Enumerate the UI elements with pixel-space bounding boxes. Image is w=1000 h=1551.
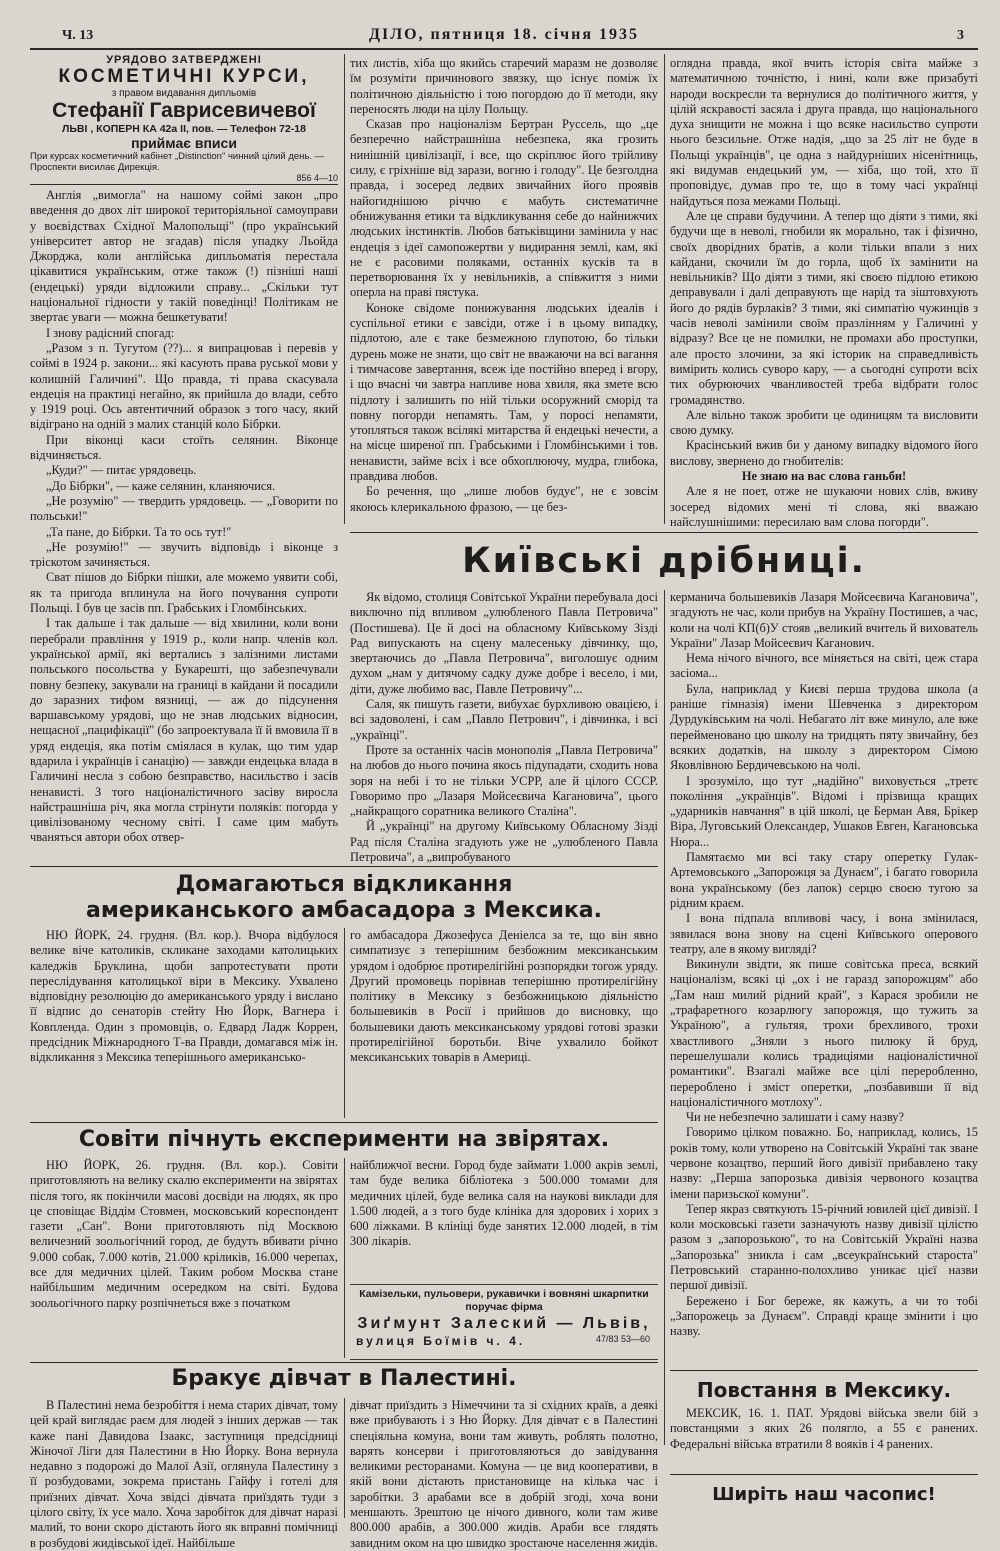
kyiv-headline: Київські дрібниці. xyxy=(462,541,866,581)
col-divider-2 xyxy=(664,54,665,524)
paragraph: Чи не небезпечно залишати і саму назву? xyxy=(686,1110,904,1125)
masthead: ДІЛО, пятниця 18. січня 1935 xyxy=(368,26,640,43)
soviet-text2: найближчої весни. Город буде займати 1.000 акрів землі, там буде велика бібліотека з 500.000 томами для медичних цілей, буде велика саля на наукові виклади для 1.500 людей, а з того буде клініка для здорових і хорих з 600 ліжками. В клініці буде занятих 12.000 людей, в тім 300 лікарів. xyxy=(350,1158,658,1249)
ad-top-rule xyxy=(30,184,338,185)
ad-top-line4: Стефанії Гаврисевичевої xyxy=(52,99,316,122)
col-divider-1 xyxy=(344,54,345,524)
paragraph: Саля, як пишуть газети, вибухає бурхливою овацією, і всі задоволені, і сам „Павло Петрович", і дівчинка, і всі „українці". xyxy=(350,697,658,742)
paragraph: „Разом з п. Тугутом (??)... я випрацював і перевів у соймі в 1924 р. закони... які касують права руської мови у колишній Галичині". Що правда, ті права скасувала ендеція на практиці негайно, як прийшла до влади, себто у 1919 році. Ось автентичний образок з того часу, який відіграно на одній з малих станцій коло Бібрки. xyxy=(30,340,338,432)
paragraph: І так дальше і так дальше — від хвилини, коли вони перебрали правління у 1919 р., коли напр. членів кол. української армії, які вертались з залізними листами польського посольства у Букарешті, що забезпечували повну безпеку, закували на границі в кайдани й посадили до заразних тифом вязниці, — аж до підсунення варшавському урядові, що не знав людських відносин, нещасної „пацифікації" (бо запроектувала її й вмовила її в уряд ендеція, яка потім сміялася в кулак, що тим удар вдарила і українців і санацію) — завжди ендецька влада в Галичині несла з собою безправство, насильство і засів ненависті. З того націоналістичного засіву виросла найстрашніша річ, яка могла стрінути поляків: погорда у цивілізованому чесному світі. І саме цим мабуть чваняться автори обох отвер- xyxy=(30,616,338,845)
col-divider-4 xyxy=(344,928,345,1118)
ad-top-line2: КОСМЕТИЧНІ КУРСИ, xyxy=(58,66,310,87)
ad-top-line5: ЛЬВІ , КОПЕРН КА 42а II, пов. — Телефон 72-18 xyxy=(62,123,306,135)
paragraph: „Куди?" — питає урядовець. xyxy=(46,463,197,478)
paragraph: Була, наприклад у Києві перша трудова школа (а раніше гімназія) імени Шевченка з директором Дурдуківським на чолі. Небагато літ вже минуло, але вже перейменовано цю школу на тридцять пяту звичайну, без всяких додатків, на школу з директором Сімою Яковлівною Бердичевською на чолі. xyxy=(670,681,978,773)
paragraph: Англія „вимогла" на нашому соймі закон „про введення до двох літ широкої територіяльної самоуправи у воєвідствах Східної Малопольщі" (про український університет автор не згадав) після упадку Льойда Джорджа, коли англійська дипльоматія перестала цікавитися українським, отже також (!) пізніші наші (ендецькі) уряди відложили справу... „Скільки тут національної гідности у такій поведінці! Політикам не звертає уваги — можна бешкетувати! xyxy=(30,188,338,325)
page-header xyxy=(30,26,978,48)
paragraph: Викинули звідти, як пише совітська преса, всякий націоналізм, всякі ці „ох і не гаразд запорожцям" або „Там наш милий рідний край", з Карася зробили не „трафаретного козарлюгу запорожця, що тужить за Україною", а гультяя, трохи брехливого, трохи хвастливого „Зняли з нього пилюку й бруд, перешелушали колись традиціями націоналістичної романтики". Взагалі майже все цілі переробленно, перероблено і зміст оперетки, „позбавивши її від націоналістичного мотлоху". xyxy=(670,957,978,1109)
ad-bottom-code: 47/83 53—60 xyxy=(595,1334,650,1344)
paragraph: „Та пане, до Бібрки. Та то ось тут!" xyxy=(46,524,232,539)
mexico-amb-headline-1: Домагаються відкликання xyxy=(175,872,513,897)
soviet-text1: НЮ ЙОРК, 26. грудня. (Вл. кор.). Совіти приготовляють на велику скалю експерименти на звірятах після того, як покінчили масові досвіди на людях, як про це сповіщає Віддім Стовмен, московський кореспондент газети „Сан". Вони приготовляють під Москвою величезний зоольогічний город, де будуть вбивати річно 9.000 собак, 7.000 котів, 21.000 кріликів, 16.000 черепах, все для медичних цілей. Таким робом Москва стане найбільшим медичним осередком на світі. Будова зоольогічного парку розпічнеться вже з початком xyxy=(30,1158,338,1310)
paragraph: Коноке свідоме понижування людських ідеалів і суспільної етики є завсіди, отже і в цьому випадку, підлотою, але є таке безмежною глупотою, бо тільки дурень може не знати, що світ не вважаючи на всі вагання і тимчасове завертання, всеж іде постійно вперед і вгору, і що вчасні чи завтра напливе нова хвиля, яка змете всю підлоту і залишить по ній тільки осоружний сморід та повну погорди непамять. Там, у поросі непамяти, утопляться також всілякі митарства й ендецькі нечести, а на місце ширеної пп. Грабськими і Гломбінськими і тов. ненависти, займе всіх і все обхоплюючу, мудра, глибока, правдива любов. xyxy=(350,300,658,484)
ad-top-code: 856 4—10 xyxy=(296,173,338,183)
soviet-top-rule xyxy=(30,1122,658,1123)
paragraph: керманича большевиків Лазаря Мойсеєвича Кагановича", згадують не час, коли прибув на Україну Постишев, а час, коли на чолі КП(б)У стояв „великий вчитель й вихователь України" Лазар Мойсеєвич Каганович. xyxy=(670,590,978,650)
ad-top-line1: УРЯДОВО ЗАТВЕРДЖЕНІ xyxy=(106,54,262,66)
article-poland-col2 xyxy=(350,56,658,526)
mexico-amb-col1 xyxy=(30,928,338,1120)
slogan-top-rule xyxy=(670,1474,978,1475)
article-poland-col1 xyxy=(30,188,338,868)
kyiv-col1 xyxy=(350,590,658,865)
uprising-text: МЕКСИК, 16. 1. ПАТ. Урядові війська звели бій з повстанцями з яких 26 полягло, а 55 є ранених. Федеральні війська втратили 8 вояків і 4 ранених. xyxy=(670,1406,978,1451)
soviet-col1 xyxy=(30,1158,338,1358)
soviet-headline: Совіти пічнуть експерименти на звірятах. xyxy=(78,1127,610,1152)
knitwear-ad xyxy=(350,1284,658,1360)
mexico-amb-col2 xyxy=(350,928,658,1120)
paragraph: При віконці каси стоїть селянин. Віконце відчиняється. xyxy=(30,432,338,463)
col-divider-6 xyxy=(344,1398,345,1518)
ad-bottom-line1: Камізельки, пульовери, рукавички і вовняні шкарпитки поручає фірма xyxy=(359,1288,649,1313)
paragraph: Але вільно також зробити це одиницям та висловити свою думку. xyxy=(670,407,978,438)
paragraph: Сказав про націоналізм Бертран Руссель, що „це безперечно найстрашніша небезпека, яка грозить нинішній цивілізації, і все, що скріплює його трійливу силу, є гріхніше від зарази, вогню і голоду". Це безголдна правда, і зосеред ледвих звичайних його проявів найогиднішою річчю є мабуть систематичне обнижування етики та відкликування себе до найнижчих людських інстинктів. Любов батьківщини замінила у нас ендеція з ідеї самопожертви у видирання землі, кам, які не є расовими поляками, останніх кусків та в перетворювання їх у невільників, а співжиття з ними оперла на праві пястука. xyxy=(350,117,658,300)
paragraph: Як відомо, столиця Совітської України перебувала досі виключно під впливом „улюбленого Павла Петровича" (Постишева). Це й досі на обласному Київському Зізді Рад випускають на сцену малесеньку дівчинку, що, звертаючись до „Павла Петровича", виголошує одним духом „нам у дитячому садку дуже добре і весело, і ми, діти, дуже любимо вас, Павле Петровичу"... xyxy=(350,590,658,696)
uprising-top-rule xyxy=(670,1370,978,1371)
paragraph: Але я не поет, отже не шукаючи нових слів, вживу зосеред відомих мені ті слова, які вважаю найслушнішими: пересилаю вам слова погорди". xyxy=(670,484,978,529)
paragraph: Й „українці" на другому Київському Обласному Зізді Рад після Сталіна згадують уже не „улюбленого Павла Петровича", а „випробуваного xyxy=(350,819,658,865)
palestine-col2 xyxy=(350,1398,658,1550)
ad-bottom-line2: Зиґмунт Залеский — Львів, xyxy=(357,1315,651,1332)
palestine-top-rule xyxy=(30,1362,658,1363)
mexico-amb-headline-2: американського амбасадора з Мексика. xyxy=(86,898,602,923)
paragraph: Бо речення, що „лише любов будує", не є зовсім якоюсь клерикальною фразою, — це без- xyxy=(350,484,658,514)
paragraph: Нема нічого вічного, все міняється на світі, цеж стара засіома... xyxy=(670,651,978,681)
ad-bottom-line3: вулиця Боїмів ч. 4. xyxy=(356,1334,526,1348)
paragraph: тих листів, хіба що якийсь старечий маразм не дозволяє їм розуміти причинового звязку, що існує поміж їх політичною діяльністю і тою погордою до її методи, яку переносять люди на цілу Польщу. xyxy=(350,56,658,116)
cosmetic-courses-ad xyxy=(30,54,338,182)
palestine-text1: В Палестині нема безробіття і нема старих дівчат, тому цей край виглядає раєм для людей з інших держав — так каже пані Давидова Ізаакс, заступниця предсідниці Жіночої Ліги для Палестини в Ню Йорку. Вона вернула недавно з подорожі до Малої Азії, оглянула Палестину з її розбудовами, зокрема пристань Гайфу і готелі для приїзних дівчат. Хоча звідсі дівчата приїздять туди з цілого світу, їх усе мало. Хоча заробіток для дівчат наразі малий, то вони скоро дістають його як вправні помічниці в розбудові жидівської ідеї. Найбільше xyxy=(30,1398,338,1550)
palestine-headline: Бракує дівчат в Палестині. xyxy=(171,1366,517,1391)
article-poland-col3 xyxy=(670,56,978,529)
col-divider-5 xyxy=(344,1158,345,1358)
col-divider-3 xyxy=(664,590,665,1445)
paragraph: Памятаємо ми всі таку стару оперетку Гулак-Артемовського „Запорожця за Дунаєм", і багато говорила вона українському (без лапок) серцю своєю тугою за рідним краєм. xyxy=(670,850,978,910)
ad-top-line6: приймає вписи xyxy=(131,135,237,151)
kyiv-top-rule xyxy=(350,532,978,533)
mexico-amb-text2: го амбасадора Джозефуса Деніелса за те, що він явно симпатизує з теперішним безбожним мексиканським урядом і одобрює протирелігійні розпорядки тогож уряду. Другий промовець порівнав теперішню протирелігійну політику в Мексику з безбожницькою діяльністю большевиків в Росії і прийшов до висновку, що большевики дають мексиканському урядові готові зразки протирелігійної боротьби. Віче ухвалило бойкот мексиканських товарів в Америці. xyxy=(350,928,658,1065)
paragraph: Проте за останніх часів монополія „Павла Петровича" на любов до нього почина якось підупадати, сходить нова зоря на небі і то не тільки УСРР, але й цілого СССР. Говоримо про „Лазаря Мойсеєвича Кагановича", цього „найкращого соратника великого Сталіна". xyxy=(350,742,658,819)
paragraph: Не знаю на вас слова ганьби! xyxy=(741,469,907,484)
kyiv-col2 xyxy=(670,590,978,1365)
page-number: 3 xyxy=(957,28,964,43)
mexico-amb-text1: НЮ ЙОРК, 24. грудня. (Вл. кор.). Вчора відбулося велике віче католиків, скликане заходами католицьких каледжів Бруклина, щоби запротестувати проти переслідування католицької віри в Мексику. Ухвалено відповідну резолюцію до американського уряду і вислано її відпис до сенаторів стейту Ню Йорк, Вагнера і Ковпленда. Один з промовців, о. Едвард Ладж Коррен, предсідник Міжнародного Т-ва Правди, домагався між ін. відкликання з Мексика теперішнього американсько- xyxy=(30,928,338,1065)
paragraph: Але це справи будучини. А тепер що діяти з тими, які будучи ще в неволі, гнобили як морально, так і фізично, своїх дворідних братів, а коли тільки впали з них кайдани, скочили їм до горла, щоб їх замінити на невільників? Що діяти з тими, які своєю підлою етикою деправували і далі деправують ще нарід та зіштовхують його до рядів бурлаків? З тими, які симпатію чужинців з часів неволі замінили своїм празлінням у Галичині у відразу? Все це не помилки, не промахи або проступки, але просто злочини, за які історик на справедливість вимірить колись суворо кару, — а сьогодні супроти всіх тих обурюючих чванливостей треба відбрати голос громадянство. xyxy=(670,208,978,407)
palestine-text2: дівчат приїздить з Німеччини та зі східних країв, а деякі вже прибувають і з Ню Йорку. Для дівчат є в Палестині спеціяльна комуна, вони там живуть, роблять полотно, варять консерви і приготовляються до завідування великими ресторанами. Комуна — це вид кооперативи, в якій вони дістають пристановище на кілька час і заробітки. З арабами все в добрій згоді, хоча вони меншають. Зрештою це нічого дивного, коли там живе 800.000 арабів, а 300.000 жидів. Араби все глядять завидним оком на цю швидко зростаюче населення жидів. xyxy=(350,1398,658,1550)
uprising-col xyxy=(670,1406,978,1470)
soviet-col2 xyxy=(350,1158,658,1282)
paragraph: І зрозуміло, що тут „надійно" виховується „третє покоління „українців". Відомі і прізвища кращих „ударників навчання" в цій школі, це Берман Авя, Брікер Віра, Луговський Олександер, Ушаков Евген, Кагановська Нюра... xyxy=(670,773,978,849)
mexico-amb-top-rule xyxy=(30,866,658,867)
paragraph: „Не розумію" — твердить урядовець. — „Говорити по польськи!" xyxy=(30,493,338,524)
paragraph: „Не розумію!" — звучить відповідь і віконце з тріскотом зачиняється. xyxy=(30,539,338,570)
palestine-col1 xyxy=(30,1398,338,1550)
paragraph: „До Бібрки", — каже селянин, кланяючися. xyxy=(46,478,276,493)
paragraph: І вона підпала впливові часу, і вона змінилася, зявилася вона знову на сцені Київського оперового театру, але в якому вигляді? xyxy=(670,911,978,956)
uprising-headline: Повстання в Мексику. xyxy=(696,1378,952,1402)
paragraph: І знову радісний спогад: xyxy=(46,325,175,340)
paragraph: Говоримо цілком поважно. Бо, наприклад, колись, 15 років тому, коли утворено на Совітській Україні так зване червоне козацтво, перший його дивізії прибавлено таку назву: „Перша запорозька дивізія червоного козацтва імени паризьскої комуни". xyxy=(670,1125,978,1201)
header-rule xyxy=(30,48,978,50)
page-label: Ч. 13 xyxy=(62,28,94,43)
paragraph: Сват пішов до Бібрки пішки, але можемо уявити собі, як та пригода вплинула на його почування супроти Польщі. І був це засів пп. Грабських і Гломбінських. xyxy=(30,570,338,616)
paragraph: Тепер якраз святкують 15-річний ювилей цієї дивізії. І коли московські газети зазначують назву дивізії цілістю разом з „запорозькою", то на Совітській Україні назва „Запорозька" зникла і сам „всеукраїнський староста" Петровський старанно-полохливо уникає цієї назви першої дивізії. xyxy=(670,1201,978,1293)
paragraph: оглядна правда, якої вчить історія світа майже з математичною точністю, і нині, коли вже призабуті народи воскресли та вернулися до політичного життя, у цілій яскравості засяла і друга правда, що національного духа знищити не можна і що всяке насильство супроти нього безсильне. Отже надія, „що за 25 літ не буде в Польщі українців", це одна з найдурніших нісенітниць, які видумав ендецький ум, — хіба, що той, хто її проповідує, думав про те, що в тому часі українці найдуться поза межами Польщі. xyxy=(670,56,978,208)
ad-top-line7: При курсах косметичний кабінет „Distinction" чинний цілий день. — Проспекти висилає Дирекція. xyxy=(30,151,325,173)
ad-top-line3: з правом видавання дипльомів xyxy=(111,88,257,99)
footer-slogan: Ширіть наш часопис! xyxy=(712,1484,936,1505)
paragraph: Красінський вжив би у даному випадку відомого його вислову, звернено до гнобителів: xyxy=(670,438,978,468)
paragraph: Бережено і Бог береже, як кажуть, а чи то тобі „Запорожець за Дунаєм". Справді краще змінити і цю назву. xyxy=(670,1293,978,1339)
